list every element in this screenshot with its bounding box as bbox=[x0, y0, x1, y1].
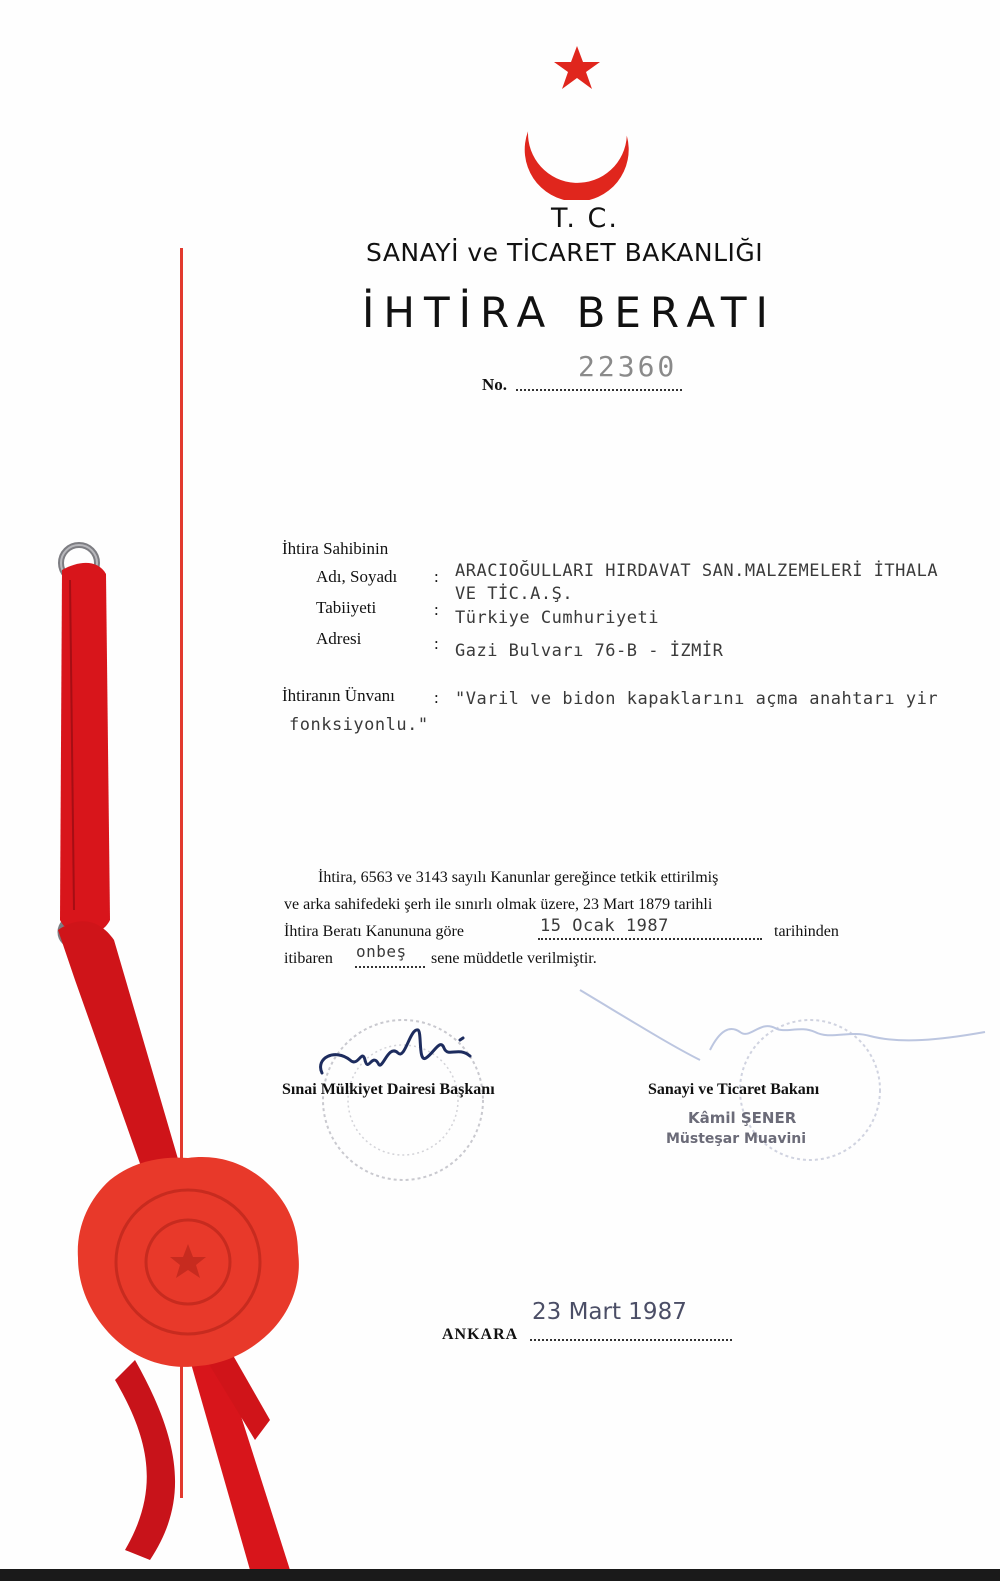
nationality-value: Türkiye Cumhuriyeti bbox=[455, 608, 659, 628]
ministry-name: SANAYİ ve TİCARET BAKANLIĞI bbox=[366, 238, 764, 267]
scan-edge bbox=[0, 1569, 1000, 1581]
grant-date-value: 15 Ocak 1987 bbox=[540, 916, 669, 936]
ribbon-and-seal bbox=[40, 560, 340, 1580]
left-signatory-title: Sınai Mülkiyet Dairesi Başkanı bbox=[282, 1081, 495, 1098]
certificate-number: 22360 bbox=[578, 350, 678, 383]
issue-date-value: 23 Mart 1987 bbox=[532, 1299, 687, 1325]
invention-label: İhtiranın Ünvanı bbox=[282, 686, 395, 705]
statement-line3-start: İhtira Beratı Kanununa göre bbox=[284, 923, 464, 940]
statement-line4-end: sene müddetle verilmiştir. bbox=[431, 950, 597, 967]
invention-colon: : bbox=[434, 688, 439, 707]
years-dotted-line bbox=[355, 966, 425, 968]
years-value: onbeş bbox=[356, 942, 407, 961]
country-abbrev: T. C. bbox=[551, 203, 619, 234]
document-title: İHTİRA BERATI bbox=[362, 288, 777, 337]
owner-name-line1: ARACIOĞULLARI HIRDAVAT SAN.MALZEMELERİ İTHALA bbox=[455, 561, 939, 581]
no-label: No. bbox=[482, 375, 508, 394]
issue-date-dotted-line bbox=[530, 1339, 732, 1341]
statement-line3-end: tarihinden bbox=[774, 923, 839, 940]
address-value: Gazi Bulvarı 76-B - İZMİR bbox=[455, 641, 724, 661]
right-signature bbox=[570, 970, 990, 1080]
name-label: Adı, Soyadı bbox=[316, 567, 398, 586]
statement-line1: İhtira, 6563 ve 3143 sayılı Kanunlar gereğince tetkik ettirilmiş bbox=[318, 869, 719, 886]
right-signatory-title: Sanayi ve Ticaret Bakanı bbox=[648, 1081, 820, 1098]
city-label: ANKARA bbox=[442, 1326, 519, 1343]
wax-seal-icon bbox=[78, 1157, 299, 1367]
no-dotted-line bbox=[516, 389, 682, 391]
statement-line4-start: itibaren bbox=[284, 950, 333, 967]
address-label: Adresi bbox=[316, 629, 362, 648]
date-dotted-line bbox=[538, 938, 762, 940]
statement-line2: ve arka sahifedeki şerh ile sınırlı olmak üzere, 23 Mart 1879 tarihli bbox=[284, 896, 713, 913]
owner-name-line2: VE TİC.A.Ş. bbox=[455, 584, 574, 604]
address-colon: : bbox=[434, 634, 439, 653]
owner-section-label: İhtira Sahibinin bbox=[282, 539, 389, 558]
invention-value-line2: fonksiyonlu." bbox=[289, 715, 429, 735]
right-stamp-role: Müsteşar Muavini bbox=[666, 1131, 807, 1147]
nationality-colon: : bbox=[434, 600, 439, 619]
star-crescent-icon bbox=[520, 40, 635, 200]
right-stamp-name: Kâmil ŞENER bbox=[688, 1109, 797, 1127]
invention-value-line1: "Varil ve bidon kapaklarını açma anahtarı yir bbox=[455, 689, 939, 709]
name-colon: : bbox=[434, 567, 439, 586]
nationality-label: Tabiiyeti bbox=[316, 598, 377, 617]
